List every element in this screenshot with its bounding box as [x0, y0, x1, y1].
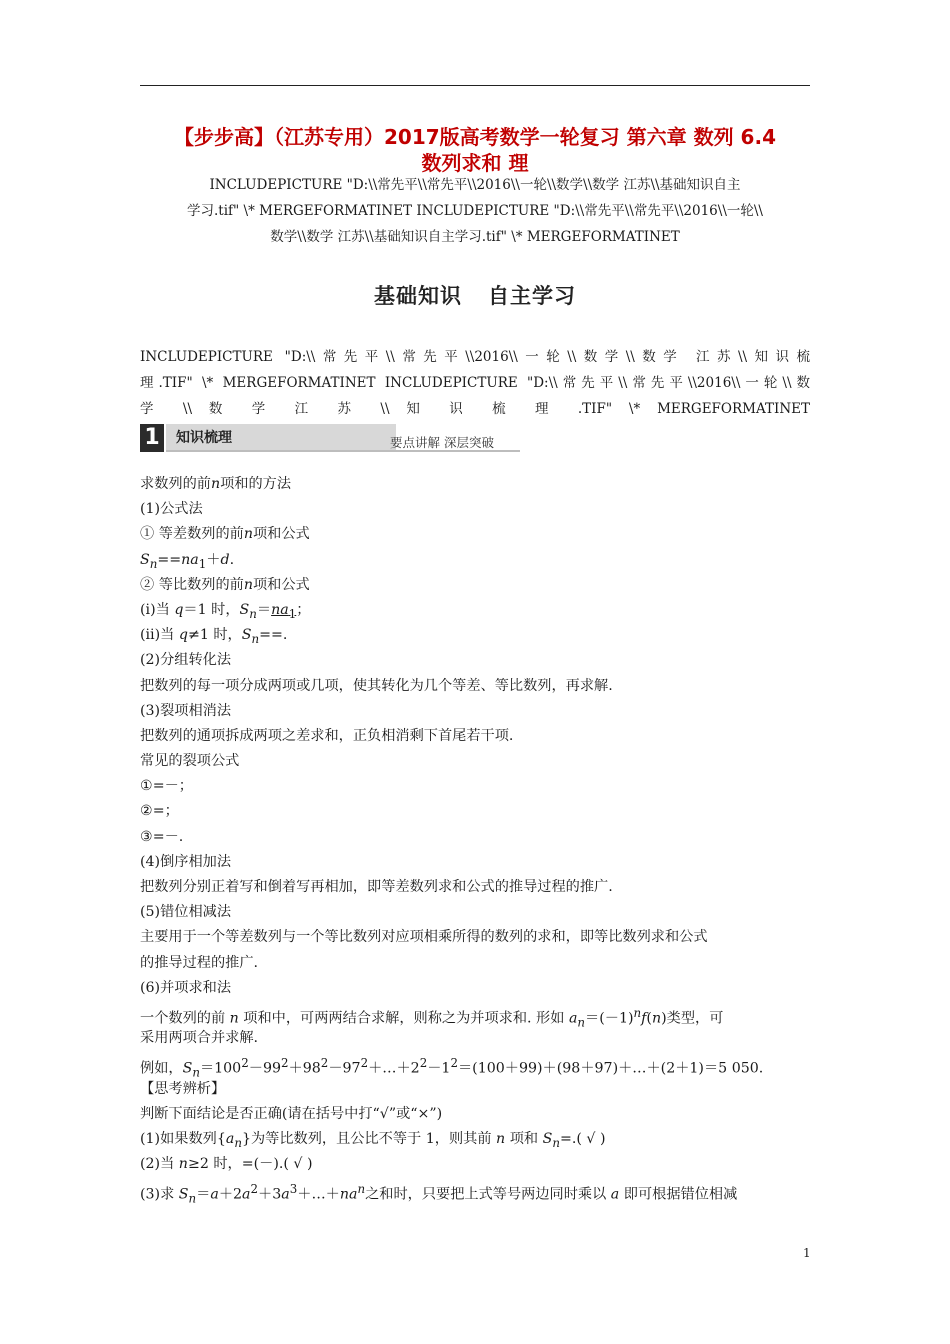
body-line: $S_n==na_1+d$. — [140, 551, 235, 571]
field-line: 数学\\数学 江苏\\基础知识自主学习.tif" \* MERGEFORMATINET — [270, 229, 680, 245]
section-title-b: 自主学习 — [488, 284, 576, 308]
field-line: 学习.tif" \* MERGEFORMATINET INCLUDEPICTURE "D:\\常先平\\常先平\\2016\\一轮\\ — [187, 203, 763, 219]
body-line: (5)错位相减法 — [140, 904, 232, 921]
includepicture-field-2-line: INCLUDEPICTURE "D:\\常先平\\常先平\\2016\\一轮\\数学\\数学 江苏\\知识梳 — [140, 349, 810, 365]
knowledge-banner — [140, 424, 520, 452]
section-heading — [140, 280, 810, 310]
body-line: (1)如果数列$\{a_n\}$为等比数列，且公比不等于 1，则其前 n 项和 $S_n=$.( √ ) — [140, 1130, 606, 1150]
banner-label: 知识梳理 — [166, 424, 396, 452]
body-line: ③=－. — [140, 828, 184, 845]
includepicture-field-2-line: 理.TIF" \* MERGEFORMATINET INCLUDEPICTURE "D:\\常先平\\常先平\\2016\\一轮\\数 — [140, 375, 810, 391]
body-line: (3)求 $S_n=a+2a^2+3a^3+\dots+na^n$之和时，只要把上式等号两边同时乘以 a 即可根据错位相减 — [140, 1182, 738, 1206]
banner-subtitle: 要点讲解 深层突破 — [390, 435, 494, 450]
body-line: 判断下面结论是否正确(请在括号中打“√”或“×”) — [140, 1105, 443, 1122]
body-line: 把数列的每一项分成两项或几项，使其转化为几个等差、等比数列，再求解. — [140, 677, 613, 694]
body-line: ②=； — [140, 803, 179, 820]
body-line: 主要用于一个等差数列与一个等比数列对应项相乘所得的数列的求和，即等比数列求和公式 — [140, 929, 708, 946]
title-line-2: 数列求和 理 — [421, 151, 529, 175]
body-line: (6)并项求和法 — [140, 979, 232, 996]
body-line: 的推导过程的推广. — [140, 954, 259, 971]
body-line: ② 等比数列的前n项和公式 — [140, 576, 310, 593]
header-rule — [140, 85, 810, 86]
field-line: INCLUDEPICTURE "D:\\常先平\\常先平\\2016\\一轮\\数学\\数学 江苏\\基础知识自主 — [209, 177, 741, 193]
body-line: (ⅰ)当 q＝1 时，$S_n=na_1$； — [140, 601, 311, 621]
section-title-a: 基础知识 — [374, 284, 462, 308]
body-line: (2)当 n≥2 时，=(－).( √ ) — [140, 1156, 313, 1173]
body-line: ① 等差数列的前n项和公式 — [140, 526, 310, 543]
body-line: 把数列的通项拆成两项之差求和，正负相消剩下首尾若干项. — [140, 727, 514, 744]
body-line: 求数列的前n项和的方法 — [140, 476, 292, 492]
body-line: (4)倒序相加法 — [140, 853, 232, 870]
document-body — [140, 472, 812, 1206]
body-line: (ⅱ)当 q≠1 时，$S_n==$. — [140, 627, 288, 646]
body-line: 把数列分别正着写和倒着写再相加，即等差数列求和公式的推导过程的推广. — [140, 879, 613, 895]
page-number: 1 — [803, 1246, 811, 1260]
body-line: 常见的裂项公式 — [140, 753, 240, 770]
body-line: (3)裂项相消法 — [140, 702, 232, 719]
body-line: (2)分组转化法 — [140, 652, 232, 669]
body-line: 采用两项合并求解. — [140, 1030, 259, 1047]
banner-number: 1 — [140, 424, 164, 452]
title-line-1: 【步步高】（江苏专用）2017版高考数学一轮复习 第六章 数列 6.4 — [174, 125, 776, 149]
body-line: 一个数列的前 n 项和中，可两两结合求解，则称之为并项求和. 形如 $a_n=(-1)^nf(n)$类型，可 — [140, 1005, 724, 1030]
document-title — [140, 124, 810, 176]
body-line: 例如，$S_n=100^2-99^2+98^2-97^2+\dots+2^2-1^2=(100+99)+(98+97)+\dots+(2+1)=5$ 050. — [140, 1056, 764, 1080]
includepicture-field-2-line: 学 \\ 数 学 江 苏 \\ 知 识 梳 理 .TIF" \* MERGEFORMATINET — [140, 401, 810, 417]
body-line: (1)公式法 — [140, 501, 203, 518]
includepicture-field-1 — [140, 172, 810, 250]
body-line: 【思考辨析】 — [140, 1080, 226, 1097]
body-line: ①=－； — [140, 778, 193, 795]
